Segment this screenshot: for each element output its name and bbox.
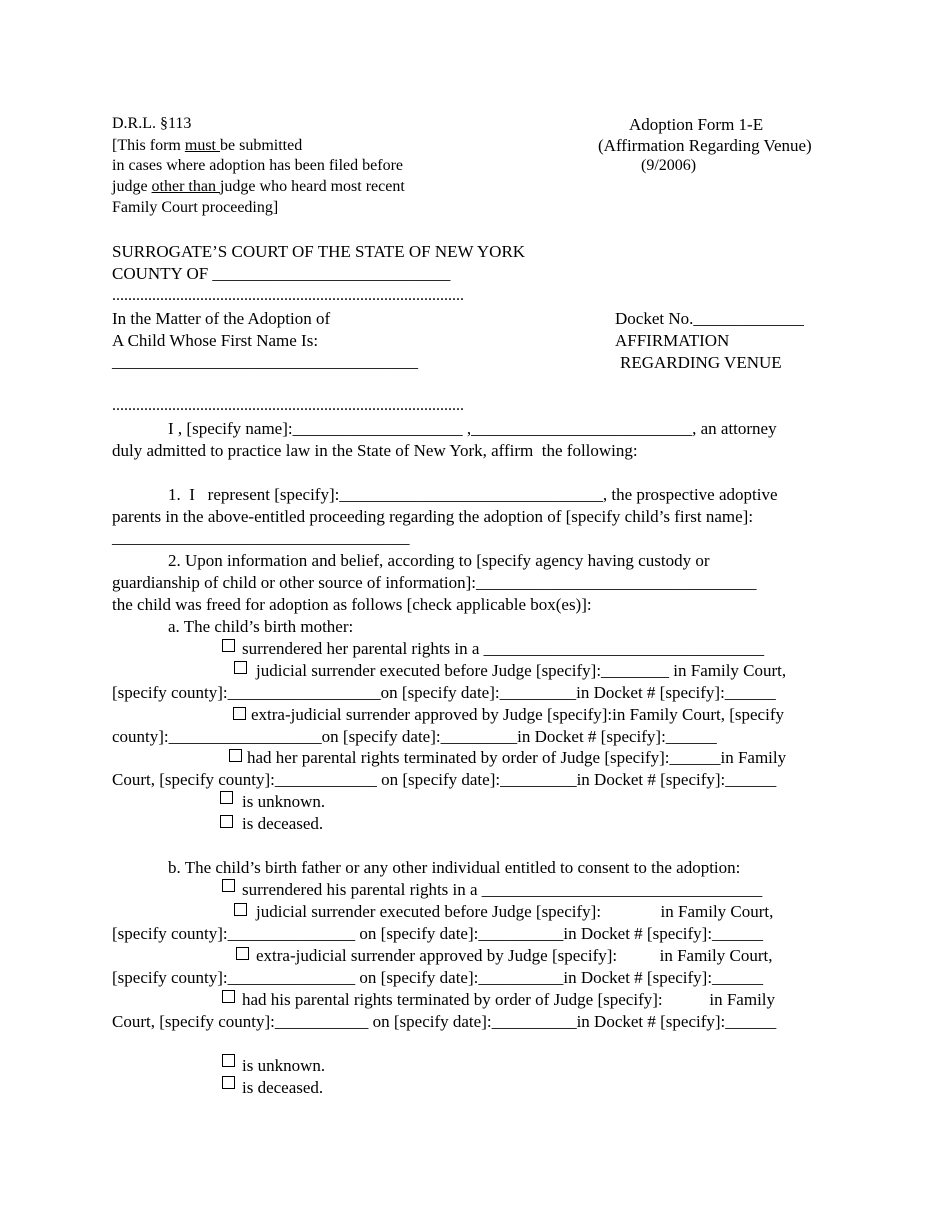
option-b-extra-judicial: extra-judicial surrender approved by Judge [specify]: in Family Court, [256, 946, 773, 965]
option-b-extra-judicial-cont[interactable]: [specify county]:_______________ on [specify date]:__________in Docket # [specify]:______ [112, 968, 764, 987]
paragraph-1-line-1[interactable]: 1. I represent [specify]:_______________________________, the prospective adoptive [168, 485, 778, 504]
checkbox-b-surrendered[interactable] [222, 879, 235, 892]
paragraph-2-line-3: the child was freed for adoption as follows [check applicable box(es)]: [112, 595, 592, 614]
checkbox-b-deceased[interactable] [222, 1076, 235, 1089]
checkbox-b-extra-judicial[interactable] [236, 947, 249, 960]
checkbox-a-unknown[interactable] [220, 791, 233, 804]
caption-dots-bottom: ........................................................................................ [112, 397, 464, 414]
filing-note-line-3: judge other than judge who heard most recent [112, 178, 405, 195]
form-date: (9/2006) [641, 157, 697, 174]
option-a-extra-judicial: extra-judicial surrender approved by Judge [specify]:in Family Court, [specify [251, 705, 784, 724]
statute-reference: D.R.L. §113 [112, 115, 192, 132]
option-b-surrendered: surrendered his parental rights in a _________________________________ [242, 880, 763, 899]
option-a-unknown: is unknown. [242, 792, 326, 811]
intro-line-2: duly admitted to practice law in the State of New York, affirm the following: [112, 441, 638, 460]
option-b-terminated-cont[interactable]: Court, [specify county]:___________ on [specify date]:__________in Docket # [specify]:______ [112, 1012, 777, 1031]
option-a-judicial: judicial surrender executed before Judge [specify]:________ in Family Court, [256, 661, 787, 680]
paragraph-2-line-1: 2. Upon information and belief, according to [specify agency having custody or [168, 551, 710, 570]
form-subtitle: (Affirmation Regarding Venue) [598, 136, 812, 155]
form-name: Adoption Form 1-E [629, 115, 764, 134]
option-a-surrendered: surrendered her parental rights in a _________________________________ [242, 639, 765, 658]
option-a-extra-judicial-cont[interactable]: county]:__________________on [specify date]:_________in Docket # [specify]:______ [112, 727, 717, 746]
intro-line-1[interactable]: I , [specify name]:____________________ ,__________________________, an attorney [168, 419, 777, 438]
child-name-field[interactable]: ____________________________________ [112, 352, 418, 371]
option-a-judicial-cont[interactable]: [specify county]:__________________on [specify date]:_________in Docket # [specify]:______ [112, 683, 776, 702]
option-b-judicial-cont[interactable]: [specify county]:_______________ on [specify date]:__________in Docket # [specify]:______ [112, 924, 764, 943]
caption-dots-top: ........................................................................................ [112, 287, 464, 304]
section-a-heading: a. The child’s birth mother: [168, 617, 354, 636]
option-a-terminated: had her parental rights terminated by order of Judge [specify]:______in Family [247, 748, 787, 767]
court-name: SURROGATE’S COURT OF THE STATE OF NEW YORK [112, 242, 526, 261]
paragraph-2-line-2[interactable]: guardianship of child or other source of information]:_________________________________ [112, 573, 757, 592]
checkbox-b-terminated[interactable] [222, 990, 235, 1003]
checkbox-b-unknown[interactable] [222, 1054, 235, 1067]
filing-note-line-2: in cases where adoption has been filed before [112, 157, 403, 174]
checkbox-a-extra-judicial[interactable] [233, 707, 246, 720]
option-b-judicial: judicial surrender executed before Judge [specify]: in Family Court, [256, 902, 774, 921]
docket-number-field[interactable]: Docket No._____________ [615, 309, 804, 328]
paragraph-1-line-2: parents in the above-entitled proceeding regarding the adoption of [specify child’s first name]: [112, 507, 754, 526]
option-a-terminated-cont[interactable]: Court, [specify county]:____________ on [specify date]:_________in Docket # [specify]:______ [112, 770, 777, 789]
filing-note-line-4: Family Court proceeding] [112, 199, 279, 216]
option-b-unknown: is unknown. [242, 1056, 326, 1075]
option-b-terminated: had his parental rights terminated by order of Judge [specify]: in Family [242, 990, 776, 1009]
checkbox-a-judicial[interactable] [234, 661, 247, 674]
county-line: COUNTY OF ____________________________ [112, 264, 451, 283]
option-a-deceased: is deceased. [242, 814, 324, 833]
checkbox-b-judicial[interactable] [234, 903, 247, 916]
filing-note-line-1: [This form must be submitted [112, 137, 303, 154]
document-title-line-1: AFFIRMATION [615, 331, 730, 350]
child-first-name-field[interactable]: ___________________________________ [112, 528, 410, 547]
matter-line-2: A Child Whose First Name Is: [112, 331, 319, 350]
section-b-heading: b. The child’s birth father or any other individual entitled to consent to the adoption: [168, 858, 741, 877]
matter-line-1: In the Matter of the Adoption of [112, 309, 331, 328]
checkbox-a-surrendered[interactable] [222, 639, 235, 652]
document-title-line-2: REGARDING VENUE [620, 353, 782, 372]
checkbox-a-terminated[interactable] [229, 749, 242, 762]
checkbox-a-deceased[interactable] [220, 815, 233, 828]
option-b-deceased: is deceased. [242, 1078, 324, 1097]
